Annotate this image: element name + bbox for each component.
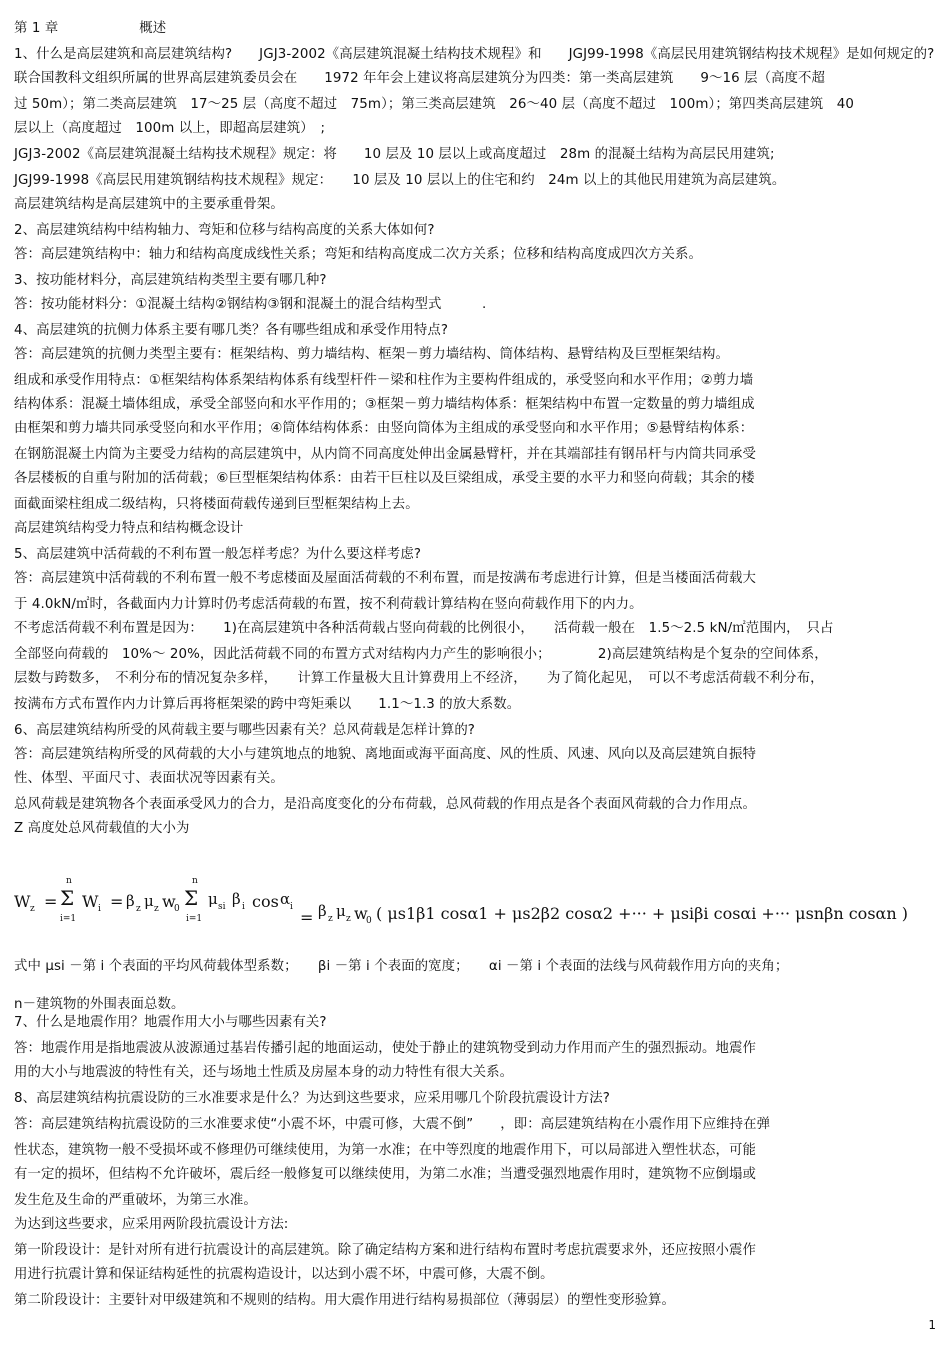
text-line: 层以上（高度超过 100m 以上，即超高层建筑） ; — [14, 121, 326, 136]
formula-rhs-w: w — [354, 904, 368, 923]
formula-w0: w — [162, 892, 176, 911]
text-line: 第二阶段设计：主要针对甲级建筑和不规则的结构。用大震作用进行结构易损部位（薄弱层）的塑性变形验算。 — [14, 1293, 676, 1308]
text-line: 2、高层建筑结构中结构轴力、弯矩和位移与结构高度的关系大体如何? — [14, 223, 435, 238]
formula-beta-i-sub: i — [242, 902, 245, 912]
formula-rhs-beta: β — [318, 902, 327, 920]
text-line: 6、高层建筑结构所受的风荷载主要与哪些因素有关？总风荷载是怎样计算的? — [14, 723, 476, 738]
formula-beta-sub: z — [136, 904, 141, 914]
formula-w: W — [82, 892, 99, 911]
text-line: JGJ99-1998《高层民用建筑钢结构技术规程》规定： 10 层及 10 层以上的住宅和约 24m 以上的其他民用建筑为高层建筑。 — [14, 173, 786, 188]
text-line: 用的大小与地震波的特性有关，还与场地土性质及房屋本身的动力特性有很大关系。 — [14, 1065, 514, 1080]
text-line: 在钢筋混凝土内筒为主要受力结构的高层建筑中，从内筒不同高度处伸出金属悬臂杆，并在其端部挂有钢吊杆与内筒共同承受 — [14, 447, 756, 462]
text-line: 答：按功能材料分：①混凝土结构②钢结构③钢和混凝土的混合结构型式 . — [14, 297, 487, 312]
page-number: 1 — [928, 1318, 936, 1332]
text-line: 有一定的损坏，但结构不允许破坏，震后经一般修复可以继续使用，为第二水准；当遭受强烈地震作用时，建筑物不应倒塌或 — [14, 1167, 756, 1182]
text-line: 3、按功能材料分，高层建筑结构类型主要有哪几种? — [14, 273, 327, 288]
formula-w-sub: i — [98, 904, 101, 914]
formula-rhs-paren: ( μs1β1 cosα1 + μs2β2 cosα2 +··· + μsiβi cosαi +··· μsnβn cosαn ) — [376, 904, 908, 923]
text-line: 第 1 章 概述 — [14, 21, 167, 36]
text-line: 第一阶段设计：是针对所有进行抗震设计的高层建筑。除了确定结构方案和进行结构布置时考虑抗震要求外，还应按照小震作 — [14, 1243, 756, 1258]
formula-rhs-beta-sub: z — [328, 914, 333, 924]
formula-lhs-sub: z — [30, 904, 35, 914]
text-line: 联合国教科文组织所属的世界高层建筑委员会在 1972 年年会上建议将高层建筑分为四类：第一类高层建筑 9～16 层（高度不超 — [14, 71, 826, 86]
formula-sigma: Σ — [60, 886, 75, 910]
text-line: 答：高层建筑的抗侧力类型主要有：框架结构、剪力墙结构、框架－剪力墙结构、筒体结构、悬臂结构及巨型框架结构。 — [14, 347, 729, 362]
text-line: 层数与跨数多， 不利分布的情况复杂多样， 计算工作量极大且计算费用上不经济， 为了简化起见， 可以不考虑活荷载不利分布， — [14, 671, 824, 686]
text-line: 式中 μsi －第 i 个表面的平均风荷载体型系数； βi －第 i 个表面的宽度； αi －第 i 个表面的法线与风荷载作用方向的夹角； — [14, 959, 789, 974]
formula-beta: β — [126, 892, 135, 910]
text-line: 高层建筑结构受力特点和结构概念设计 — [14, 521, 244, 536]
formula-sigma2-top: n — [192, 876, 198, 886]
text-line: 面截面梁柱组成二级结构，只将楼面荷载传递到巨型框架结构上去。 — [14, 497, 419, 512]
text-line: 各层楼板的自重与附加的活荷载；⑥巨型框架结构体系：由若干巨柱以及巨梁组成，承受主要的水平力和竖向荷载；其余的楼 — [14, 471, 755, 486]
text-line: 用进行抗震计算和保证结构延性的抗震构造设计，以达到小震不坏，中震可修，大震不倒。 — [14, 1267, 554, 1282]
text-line: n－建筑物的外围表面总数。 — [14, 997, 185, 1012]
text-line: Z 高度处总风荷载值的大小为 — [14, 821, 190, 836]
formula-sigma2: Σ — [184, 886, 199, 910]
text-line: 7、什么是地震作用？地震作用大小与哪些因素有关? — [14, 1015, 327, 1030]
formula-eq2: = — [110, 892, 124, 911]
text-line: 高层建筑结构是高层建筑中的主要承重骨架。 — [14, 197, 284, 212]
text-line: 发生危及生命的严重破坏，为第三水准。 — [14, 1193, 257, 1208]
formula-sigma-top: n — [66, 876, 72, 886]
formula-mu-sub: z — [154, 904, 159, 914]
text-line: 8、高层建筑结构抗震设防的三水准要求是什么？为达到这些要求，应采用哪几个阶段抗震设计方法? — [14, 1091, 610, 1106]
text-line: 5、高层建筑中活荷载的不利布置一般怎样考虑？为什么要这样考虑? — [14, 547, 422, 562]
formula-beta-i: β — [232, 890, 241, 908]
text-line: 全部竖向荷载的 10%～ 20%，因此活荷载不同的布置方式对结构内力产生的影响很小； 2)高层建筑结构是个复杂的空间体系， — [14, 647, 828, 662]
formula-lhs: W — [14, 892, 31, 911]
text-line: 答：地震作用是指地震波从波源通过基岩传播引起的地面运动，使处于静止的建筑物受到动力作用而产生的强烈振动。地震作 — [14, 1041, 756, 1056]
formula-rhs-mu: μ — [336, 902, 346, 920]
text-line: 总风荷载是建筑物各个表面承受风力的合力，是沿高度变化的分布荷载，总风荷载的作用点是各个表面风荷载的合力作用点。 — [14, 797, 756, 812]
text-line: 答：高层建筑结构所受的风荷载的大小与建筑地点的地貌、离地面或海平面高度、风的性质、风速、风向以及高层建筑自振特 — [14, 747, 756, 762]
formula-cos: cos — [252, 892, 279, 911]
formula-rhs-w-sub: 0 — [366, 916, 372, 926]
text-line: 答：高层建筑结构中：轴力和结构高度成线性关系；弯矩和结构高度成二次方关系；位移和结构高度成四次方关系。 — [14, 247, 703, 262]
formula-alpha-i: α — [280, 890, 291, 908]
text-line: 于 4.0kN/㎡时，各截面内力计算时仍考虑活荷载的布置，按不利荷载计算结构在竖向荷载作用下的内力。 — [14, 597, 643, 612]
formula-rhs-mu-sub: z — [346, 914, 351, 924]
text-line: 答：高层建筑结构抗震设防的三水准要求使“小震不坏，中震可修，大震不倒” ，即：高层建筑结构在小震作用下应维持在弹 — [14, 1117, 771, 1132]
text-line: 按满布方式布置作内力计算后再将框架梁的跨中弯矩乘以 1.1～1.3 的放大系数。 — [14, 697, 521, 712]
text-line: 性、体型、平面尺寸、表面状况等因素有关。 — [14, 771, 284, 786]
formula-sigma2-bot: i=1 — [186, 914, 203, 924]
formula-eq1: = — [44, 892, 58, 911]
formula-sigma-bot: i=1 — [60, 914, 77, 924]
text-line: 组成和承受作用特点：①框架结构体系架结构体系有线型杆件－梁和柱作为主要构件组成的，承受竖向和水平作用；②剪力墙 — [14, 373, 754, 388]
text-line: 不考虑活荷载不利布置是因为： 1)在高层建筑中各种活荷载占竖向荷载的比例很小， 活荷载一般在 1.5～2.5 kN/㎡范围内， 只占 — [14, 621, 834, 636]
formula-w0-sub: 0 — [174, 904, 180, 914]
formula-eq3: = — [300, 908, 314, 927]
text-line: 过 50m）；第二类高层建筑 17～25 层（高度不超过 75m）；第三类高层建筑 26～40 层（高度不超过 100m）；第四类高层建筑 40 — [14, 97, 854, 112]
formula-mu-si-sub: si — [218, 902, 226, 912]
text-line: 4、高层建筑的抗侧力体系主要有哪几类？各有哪些组成和承受作用特点? — [14, 323, 449, 338]
formula-alpha-i-sub: i — [290, 902, 293, 912]
text-line: 为达到这些要求，应采用两阶段抗震设计方法: — [14, 1217, 289, 1232]
formula-mu: μ — [144, 892, 154, 910]
wind-load-formula — [14, 872, 934, 936]
text-line: 性状态，建筑物一般不受损坏或不修理仍可继续使用，为第一水准；在中等烈度的地震作用下，可以局部进入塑性状态，可能 — [14, 1143, 756, 1158]
text-line: 1、什么是高层建筑和高层建筑结构? JGJ3-2002《高层建筑混凝土结构技术规程》和 JGJ99-1998《高层民用建筑钢结构技术规程》是如何规定的? — [14, 47, 935, 62]
text-line: JGJ3-2002《高层建筑混凝土结构技术规程》规定：将 10 层及 10 层以上或高度超过 28m 的混凝土结构为高层民用建筑; — [14, 147, 775, 162]
text-line: 由框架和剪力墙共同承受竖向和水平作用；④筒体结构体系：由竖向筒体为主组成的承受竖向和水平作用；⑤悬臂结构体系： — [14, 421, 754, 436]
text-line: 结构体系：混凝土墙体组成，承受全部竖向和水平作用的；③框架－剪力墙结构体系：框架结构中布置一定数量的剪力墙组成 — [14, 397, 755, 412]
formula-mu-si: μ — [208, 890, 218, 908]
text-line: 答：高层建筑中活荷载的不利布置一般不考虑楼面及屋面活荷载的不利布置，而是按满布考虑进行计算，但是当楼面活荷载大 — [14, 571, 756, 586]
